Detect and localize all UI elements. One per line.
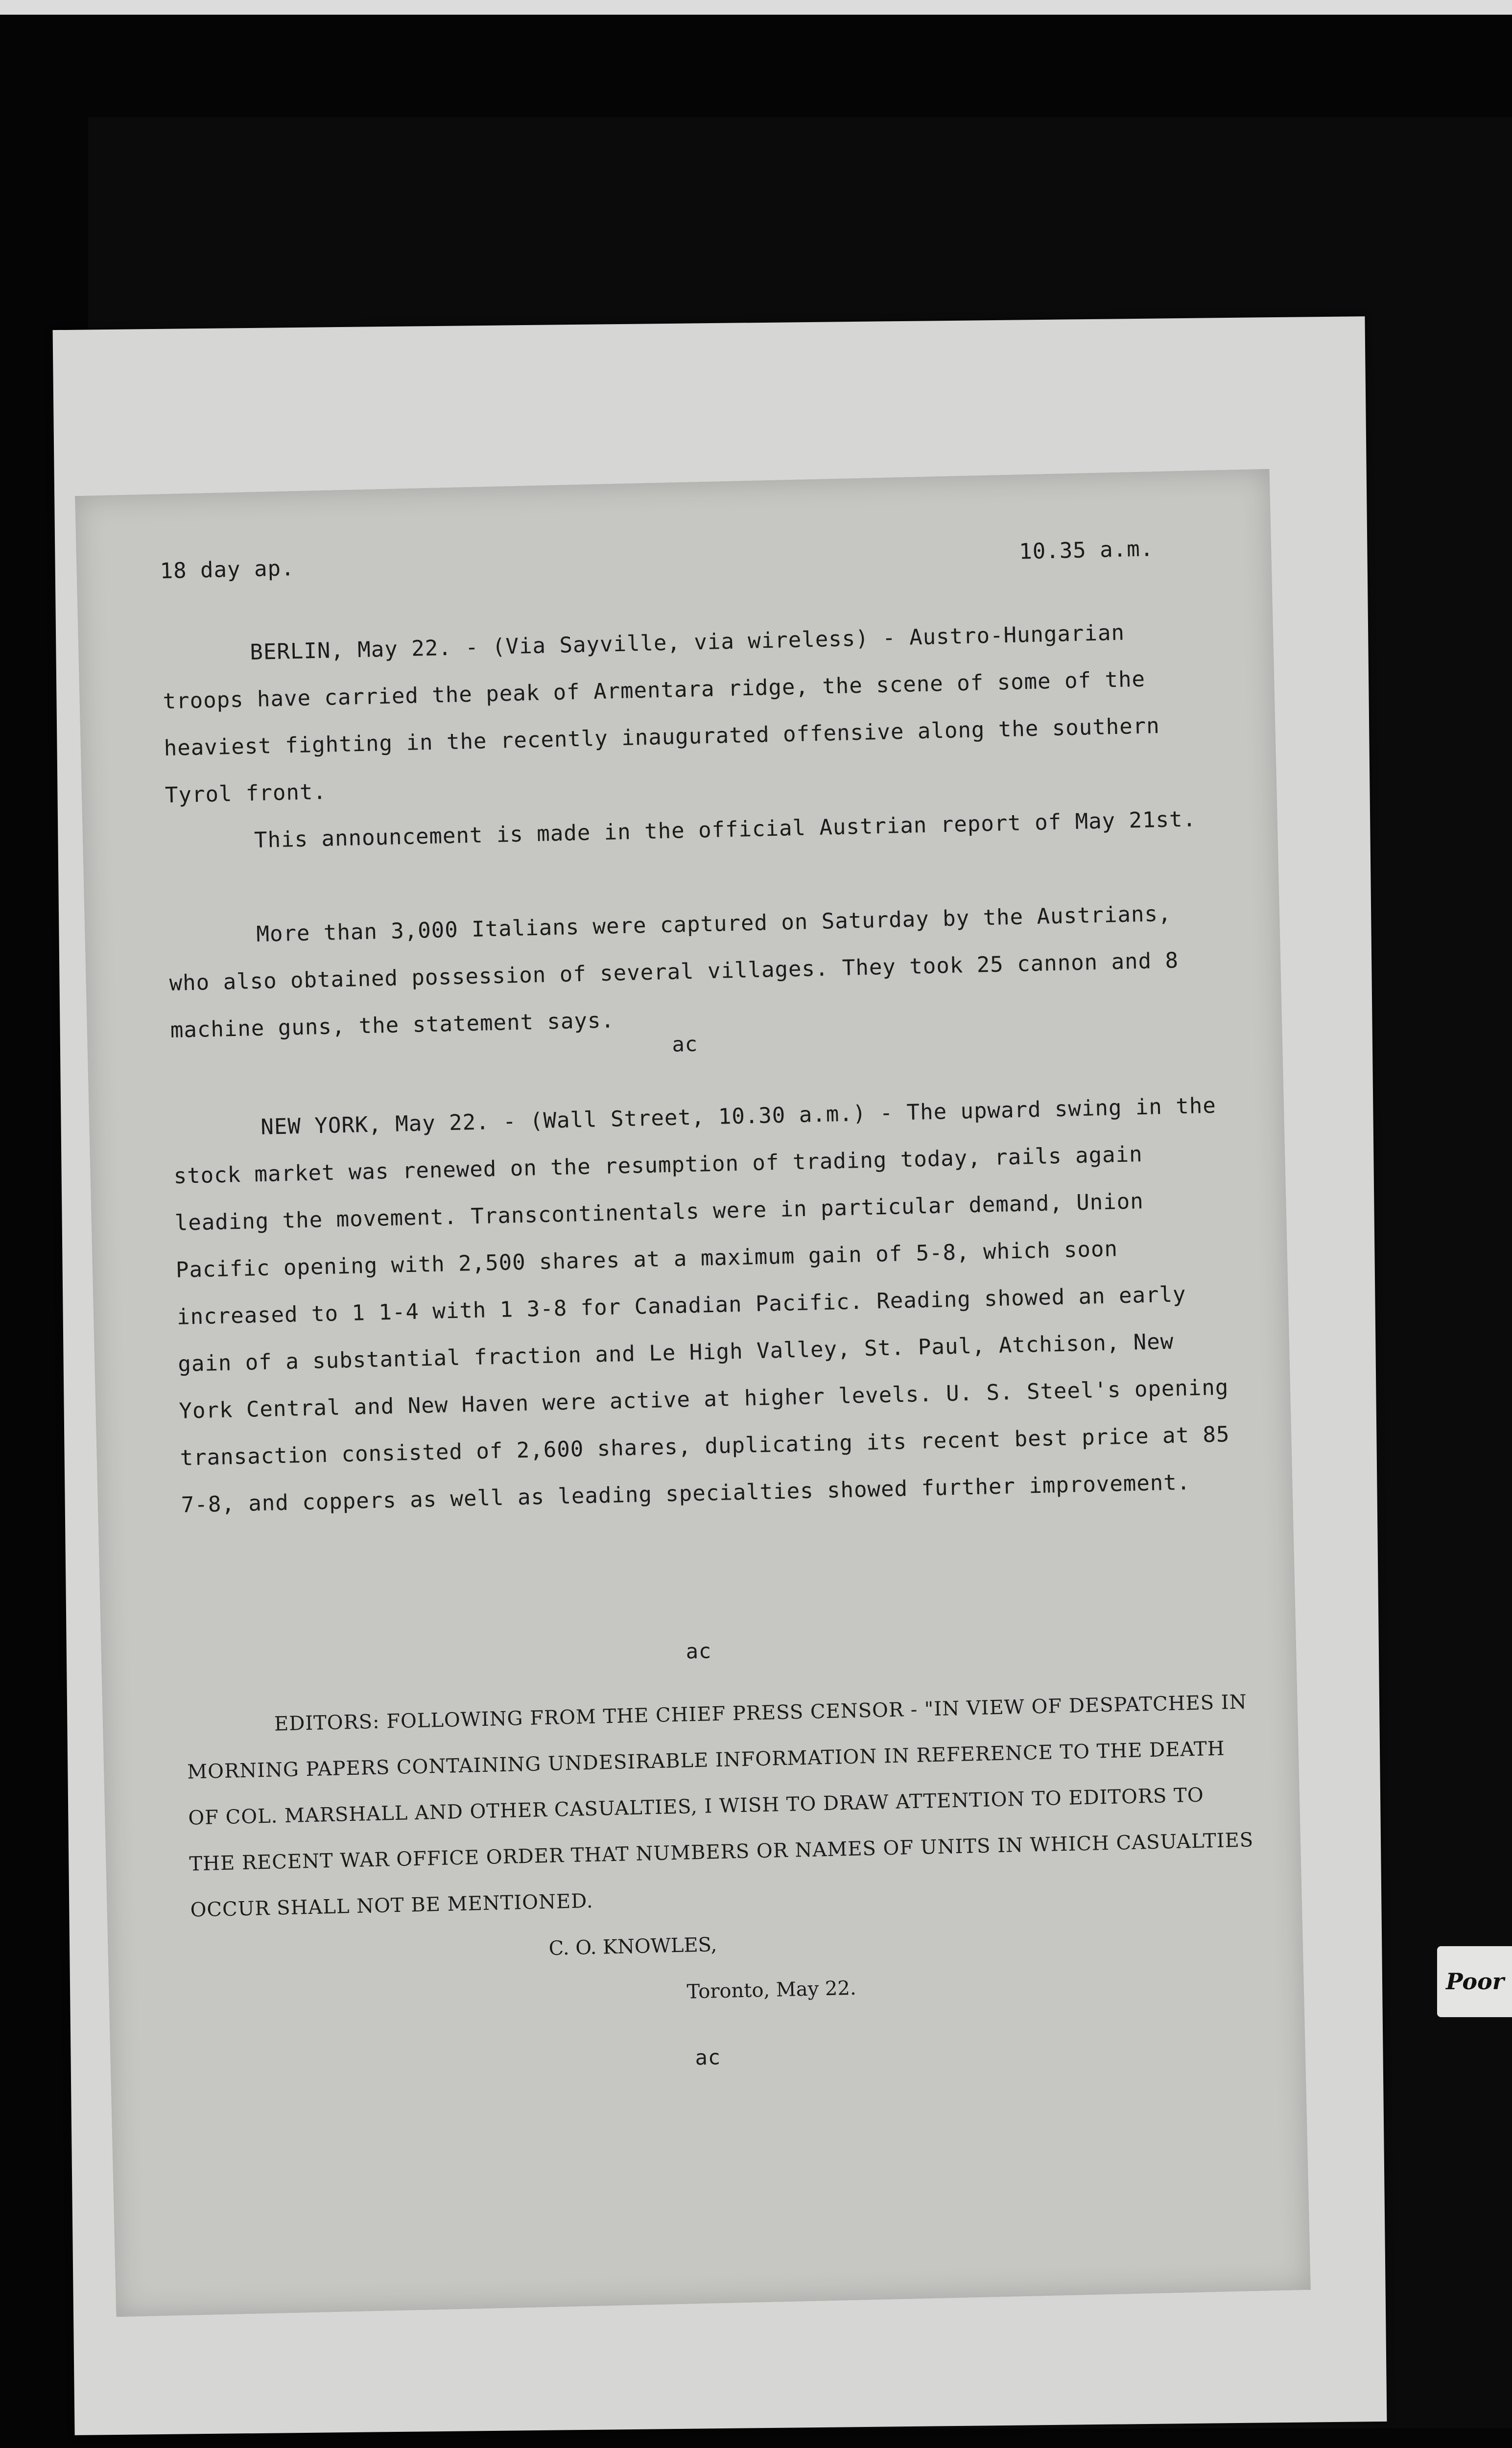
condition-tag: Poor (1437, 1946, 1512, 2017)
berlin-paragraph-2: This announcement is made in the official Austrian report of May 21st. (254, 806, 1197, 853)
scan-top-edge (0, 0, 1512, 15)
typed-document (75, 469, 1311, 2317)
newyork-paragraph: NEW YORK, May 22. - (Wall Street, 10.30 a.m.) - The upward swing in the stock market was renewed on the resumption of trading today, rails again leading the movement. Transcontinentals were in particular demand, Union Pacific opening with 2,500 shares at a maximum gain of 5-8, which soon increased to 1 1-4 with 1 3-8 for Canadian Pacific. Reading showed an early gain of a substantial fraction and Le High Valley, St. Paul, Atchison, New York Central and New Haven were active at higher levels. U. S. Steel's opening transaction consisted of 2,600 shares, duplicating its recent best price at 85 7-8, and coppers as well as leading specialties showed further improvement. (173, 1093, 1230, 1518)
separator-1: ac (671, 1032, 698, 1057)
berlin-paragraph-1: BERLIN, May 22. - (Via Sayville, via wireless) - Austro-Hungarian troops have carried the peak of Armentara ridge, the scene of some of the heaviest fighting in the recently inaugurated offensive along the southern Tyrol front. (163, 620, 1160, 808)
header-left: 18 day ap. (160, 556, 295, 584)
editors-notice: EDITORS: FOLLOWING FROM THE CHIEF PRESS CENSOR - "IN VIEW OF DESPATCHES IN MORNING PAPERS CONTAINING UNDESIRABLE INFORMATION IN REFERENCE TO THE DEATH OF COL. MARSHALL AND OTHER CASUALTIES, I WISH TO DRAW ATTENTION TO EDITORS TO THE RECENT WAR OFFICE ORDER THAT NUMBERS OR NAMES OF UNITS IN WHICH CASUALTIES OCCUR SHALL NOT BE MENTIONED. (187, 1691, 1254, 1922)
censor-signature: C. O. KNOWLES, (548, 1933, 717, 1960)
header-right: 10.35 a.m. (1018, 536, 1154, 565)
place-date: Toronto, May 22. (686, 1977, 857, 2003)
berlin-paragraph-3: More than 3,000 Italians were captured on Saturday by the Austrians, who also obtained possession of several villages. They took 25 cannon and 8 machine guns, the statement says. (169, 901, 1179, 1043)
separator-2: ac (685, 1639, 712, 1664)
separator-3: ac (694, 2045, 721, 2070)
